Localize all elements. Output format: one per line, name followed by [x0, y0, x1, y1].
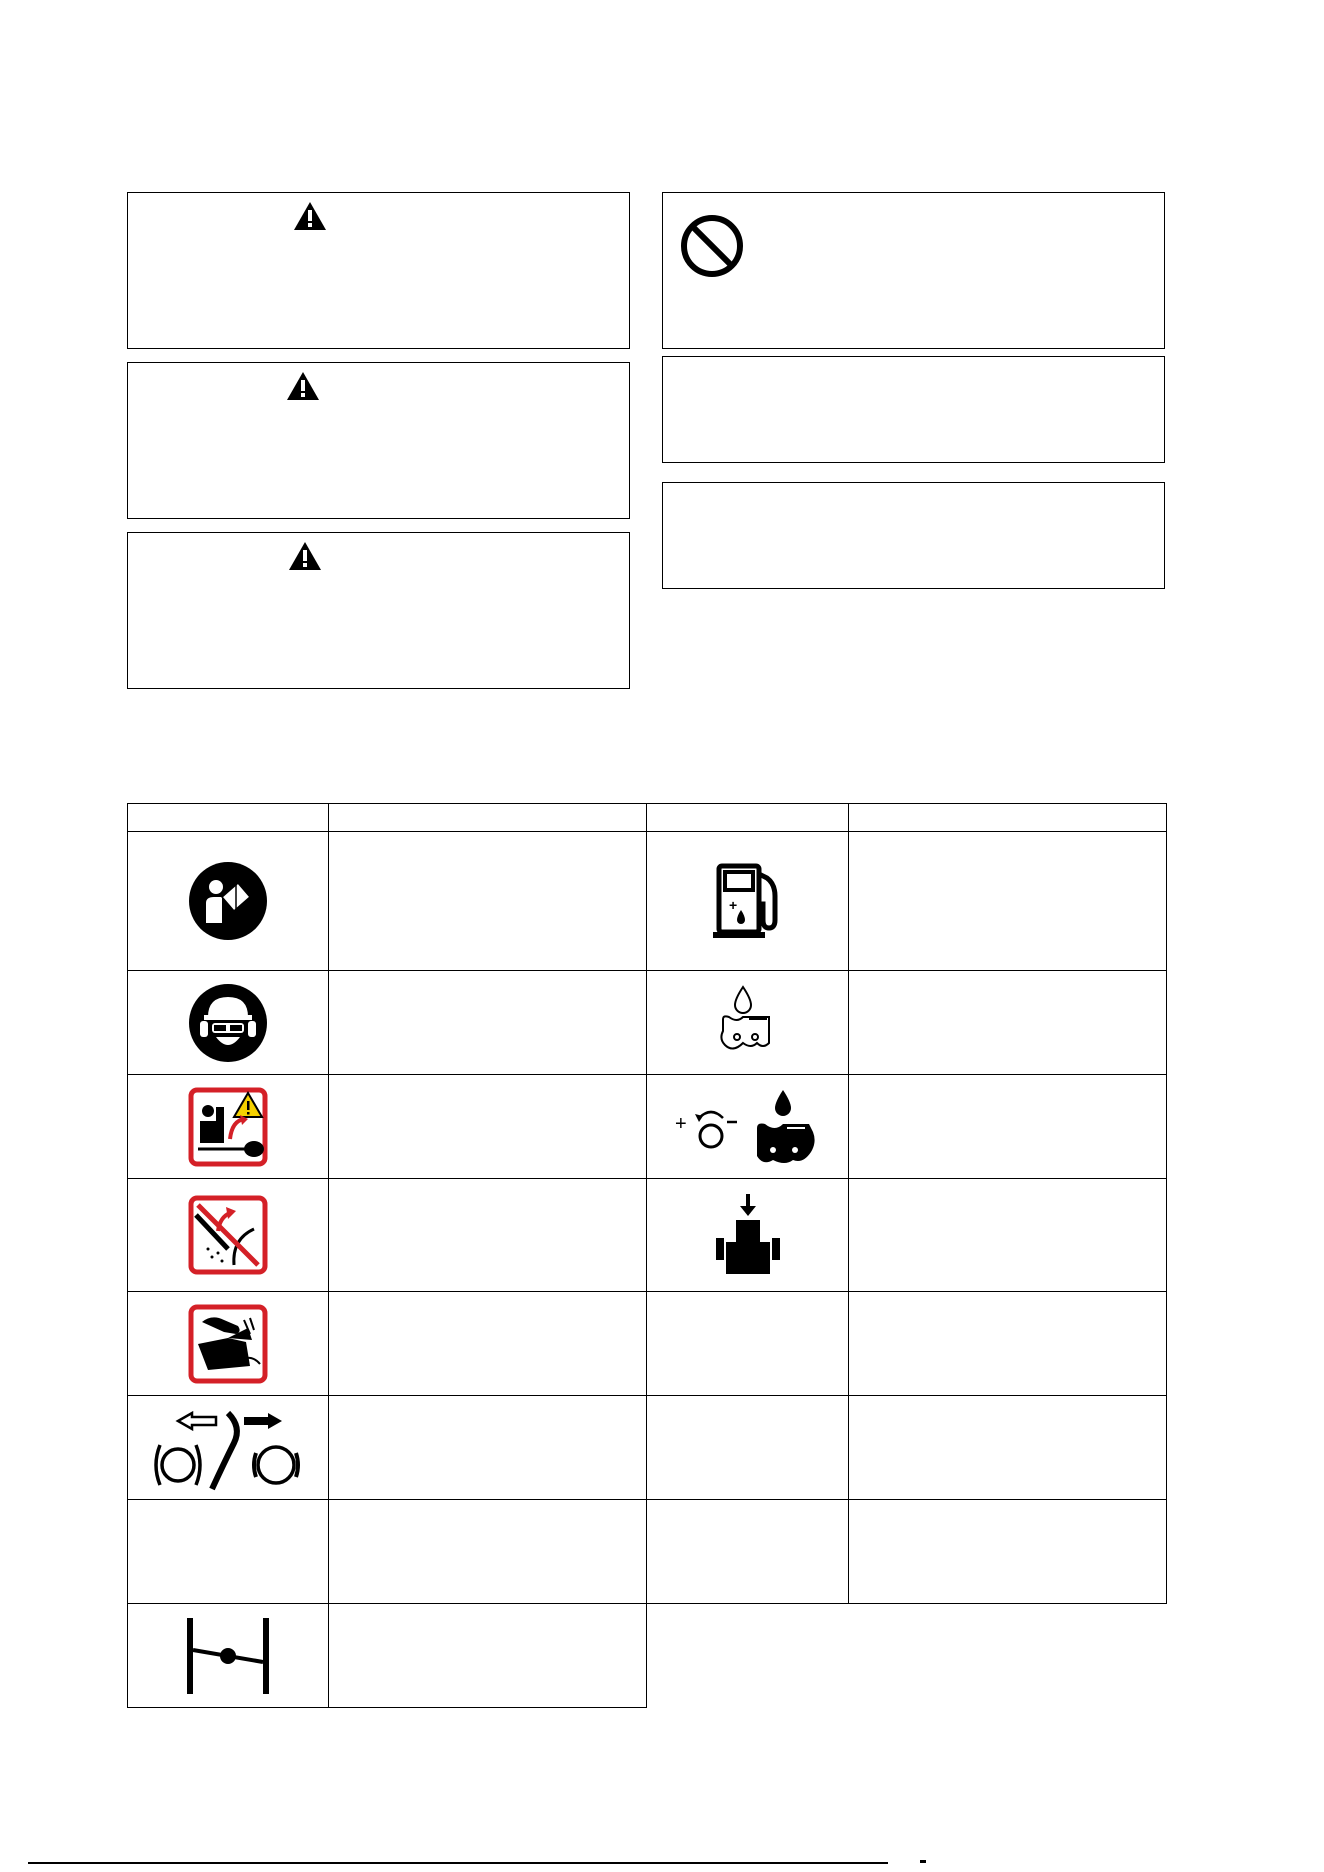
fuel-mix-icon — [705, 858, 791, 944]
table-header-row — [128, 804, 1167, 832]
table-row — [128, 1075, 1167, 1179]
chain-brake-direction-icon — [148, 1403, 308, 1493]
footer-mark — [920, 1860, 926, 1863]
table-row — [128, 1604, 1167, 1708]
table-row — [128, 1292, 1167, 1396]
chain-oil-icon — [713, 983, 783, 1063]
table-row — [128, 1179, 1167, 1292]
notice-box-1 — [662, 356, 1165, 463]
warning-triangle-icon — [288, 541, 322, 571]
warning-box-1 — [127, 192, 630, 349]
wear-protective-gear-icon — [188, 983, 268, 1063]
warning-triangle-icon — [293, 201, 327, 231]
prohibition-icon — [679, 213, 745, 279]
decompression-valve-icon — [708, 1192, 788, 1278]
table-row — [128, 1396, 1167, 1500]
table-row — [128, 1500, 1167, 1604]
no-bar-tip-contact-icon — [188, 1195, 268, 1275]
svg-text:+: + — [674, 1112, 687, 1135]
two-hand-operation-icon — [188, 1304, 268, 1384]
symbols-table — [127, 803, 1167, 1708]
kickback-warning-icon — [188, 1087, 268, 1167]
warning-triangle-icon — [286, 371, 320, 401]
oil-adjust-icon — [673, 1084, 823, 1170]
read-manual-icon — [188, 861, 268, 941]
warning-box-2 — [127, 362, 630, 519]
table-row — [128, 971, 1167, 1075]
prohibition-box — [662, 192, 1165, 349]
choke-icon — [183, 1614, 273, 1698]
warning-box-3 — [127, 532, 630, 689]
table-row — [128, 832, 1167, 971]
notice-box-2 — [662, 482, 1165, 589]
svg-text:+: + — [728, 897, 737, 913]
footer-rule — [28, 1862, 888, 1864]
